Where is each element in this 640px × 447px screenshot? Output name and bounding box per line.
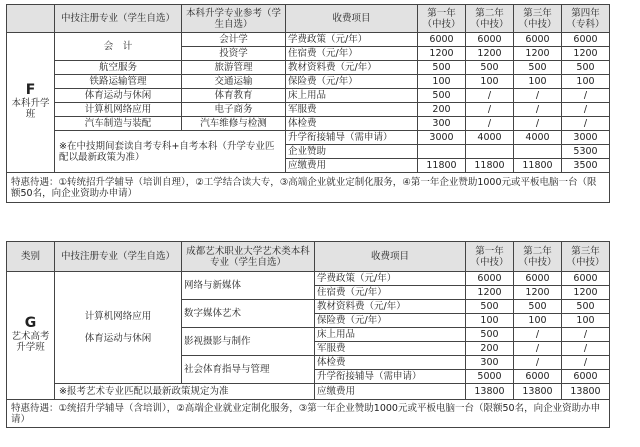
fee-value: / (514, 117, 562, 131)
fee-value: 1200 (562, 286, 610, 300)
table-row (7, 117, 610, 131)
fee-name: 升学衔接辅导（需申请） (315, 370, 466, 384)
ref-cell: 汽车维修与检测 (182, 117, 286, 131)
fee-value: 13800 (562, 384, 610, 400)
ref-cell: 投资学 (182, 47, 286, 61)
category-cell (7, 272, 55, 400)
header-year3: 第三年（中技） (562, 242, 610, 272)
fee-value: / (466, 89, 514, 103)
fee-value: 4000 (466, 131, 514, 145)
ref-cell: 旅游管理 (182, 61, 286, 75)
fee-value: 13800 (466, 384, 514, 400)
fee-name: 保险费（元/年） (315, 314, 466, 328)
major-cell: 航空服务 (55, 61, 182, 75)
fee-name: 学费政策（元/年） (315, 272, 466, 286)
fee-value: 6000 (514, 33, 562, 47)
fee-value: 4000 (514, 131, 562, 145)
header-year3: 第三年（中技） (514, 5, 562, 33)
fee-value: 11800 (514, 159, 562, 173)
fee-name: 军服费 (315, 342, 466, 356)
table-row (7, 61, 610, 75)
header-major: 中技注册专业（学生自选） (55, 242, 182, 272)
fee-value (418, 145, 466, 159)
fee-value: / (466, 103, 514, 117)
header-fee: 收费项目 (286, 5, 418, 33)
category-letter: G (24, 315, 37, 331)
fee-value: / (562, 342, 610, 356)
ref-cell: 社会体育指导与管理 (182, 356, 315, 384)
fee-value: / (514, 89, 562, 103)
fee-value (466, 145, 514, 159)
major-cell: 铁路运输管理 (55, 75, 182, 89)
table-header-row (7, 5, 610, 33)
ref-cell: 体育教育 (182, 89, 286, 103)
fee-value: 13800 (514, 384, 562, 400)
fee-value: 3000 (562, 131, 610, 145)
header-fee: 收费项目 (315, 242, 466, 272)
major-cell: 会 计 (55, 33, 182, 61)
fee-name: 军服费 (286, 103, 418, 117)
fee-value: 100 (466, 314, 514, 328)
table-row (7, 89, 610, 103)
header-category (7, 5, 55, 33)
fee-value: 5000 (466, 370, 514, 384)
table-row (7, 384, 610, 400)
fee-value: 200 (466, 342, 514, 356)
fee-value: / (514, 103, 562, 117)
note-cell: ※在中技期间套读自考专科+自考本科（升学专业匹配以最新政策为准） (55, 131, 286, 173)
fee-value: / (514, 356, 562, 370)
major-cell: 体育运动与休闲 (55, 89, 182, 103)
header-category: 类别 (7, 242, 55, 272)
fee-value: / (562, 117, 610, 131)
fee-value: 1200 (514, 286, 562, 300)
category-cell (7, 33, 55, 173)
ref-cell: 影视摄影与制作 (182, 328, 315, 356)
fee-value: 6000 (466, 272, 514, 286)
special-row (7, 173, 610, 203)
fee-name: 学费政策（元/年） (286, 33, 418, 47)
fee-value: 1200 (466, 286, 514, 300)
fee-value: 3500 (562, 159, 610, 173)
fee-name: 床上用品 (315, 328, 466, 342)
fee-name: 体检费 (315, 356, 466, 370)
header-year1: 第一年（中技） (466, 242, 514, 272)
fee-value: / (562, 328, 610, 342)
fee-value: 500 (466, 328, 514, 342)
fee-value (514, 145, 562, 159)
fee-value: 1200 (562, 47, 610, 61)
fee-value: 1200 (418, 47, 466, 61)
note-cell: ※报考艺术专业匹配以最新政策规定为准 (55, 384, 315, 400)
fee-value: 500 (418, 61, 466, 75)
fee-value: / (562, 356, 610, 370)
fee-value: 100 (562, 75, 610, 89)
fee-name: 企业赞助 (286, 145, 418, 159)
fee-value: 6000 (514, 370, 562, 384)
fee-value: 6000 (562, 33, 610, 47)
fee-value: 1200 (514, 47, 562, 61)
major-cell: 汽车制造与装配 (55, 117, 182, 131)
fee-value: 300 (466, 356, 514, 370)
table-row (7, 75, 610, 89)
fee-value: 300 (418, 117, 466, 131)
fee-value: 500 (466, 300, 514, 314)
table-row (7, 33, 610, 47)
fee-table-g (6, 241, 610, 428)
fee-value: 1200 (466, 47, 514, 61)
fee-value: 11800 (466, 159, 514, 173)
fee-name: 教材资料费（元/年） (286, 61, 418, 75)
special-note: 特惠待遇：①统招升学辅导（含培训），②高端企业就业定制化服务，③第一年企业赞助1000元或平板电脑一台（限额50名，向企业资助办申请） (7, 400, 610, 428)
fee-value: 5300 (562, 145, 610, 159)
category-name: 艺术高考升学班 (11, 331, 50, 353)
fee-name: 住宿费（元/年） (315, 286, 466, 300)
fee-name: 体检费 (286, 117, 418, 131)
header-year1: 第一年（中技） (418, 5, 466, 33)
category-name: 本科升学班 (11, 98, 50, 120)
ref-cell: 交通运输 (182, 75, 286, 89)
major-cell: 计算机网络应用 (55, 103, 182, 117)
category-letter: F (25, 82, 36, 98)
fee-name: 教材资料费（元/年） (315, 300, 466, 314)
fee-name: 保险费（元/年） (286, 75, 418, 89)
header-ref: 本科升学专业参考（学生自选） (182, 5, 286, 33)
ref-cell: 会计学 (182, 33, 286, 47)
fee-value: 100 (466, 75, 514, 89)
special-row (7, 400, 610, 428)
fee-value: 100 (514, 314, 562, 328)
fee-value: 500 (562, 61, 610, 75)
table-row (7, 103, 610, 117)
header-ref: 成都艺术职业大学艺术类本科专业（学生自选） (182, 242, 315, 272)
fee-value: 11800 (418, 159, 466, 173)
fee-value: / (562, 89, 610, 103)
fee-value: 3000 (418, 131, 466, 145)
header-major: 中技注册专业（学生自选） (55, 5, 182, 33)
fee-value: 500 (514, 61, 562, 75)
fee-table-f (6, 4, 610, 203)
ref-cell: 网络与新媒体 (182, 272, 315, 300)
fee-name: 应缴费用 (315, 384, 466, 400)
fee-value: 6000 (562, 272, 610, 286)
fee-value: 6000 (466, 33, 514, 47)
fee-value: 500 (418, 89, 466, 103)
header-year4: 第四年（专科） (562, 5, 610, 33)
fee-value: 6000 (418, 33, 466, 47)
fee-value: 500 (562, 300, 610, 314)
fee-value: / (514, 342, 562, 356)
fee-name: 升学衔接辅导（需申请） (286, 131, 418, 145)
major-cell (55, 272, 182, 384)
fee-name: 住宿费（元/年） (286, 47, 418, 61)
fee-value: 100 (562, 314, 610, 328)
fee-value: 100 (514, 75, 562, 89)
major-item: 计算机网络应用 (84, 310, 152, 322)
fee-value: 500 (466, 61, 514, 75)
fee-name: 应缴费用 (286, 159, 418, 173)
special-note: 特惠待遇：①转统招升学辅导（培训自理），②工学结合读大专，③高端企业就业定制化服务，④第一年企业赞助1000元或平板电脑一台（限额50名，向企业资助办申请） (7, 173, 610, 203)
major-item: 体育运动与休闲 (84, 332, 152, 344)
fee-value: / (514, 328, 562, 342)
header-year2: 第二年（中技） (466, 5, 514, 33)
table-row (7, 272, 610, 286)
ref-cell: 数字媒体艺术 (182, 300, 315, 328)
fee-value: 6000 (562, 370, 610, 384)
table-row (7, 131, 610, 145)
fee-value: / (562, 103, 610, 117)
fee-value: / (466, 117, 514, 131)
table-header-row (7, 242, 610, 272)
fee-value: 200 (418, 103, 466, 117)
header-year2: 第二年（中技） (514, 242, 562, 272)
fee-value: 500 (514, 300, 562, 314)
fee-name: 床上用品 (286, 89, 418, 103)
ref-cell: 电子商务 (182, 103, 286, 117)
fee-value: 6000 (514, 272, 562, 286)
fee-value: 100 (418, 75, 466, 89)
